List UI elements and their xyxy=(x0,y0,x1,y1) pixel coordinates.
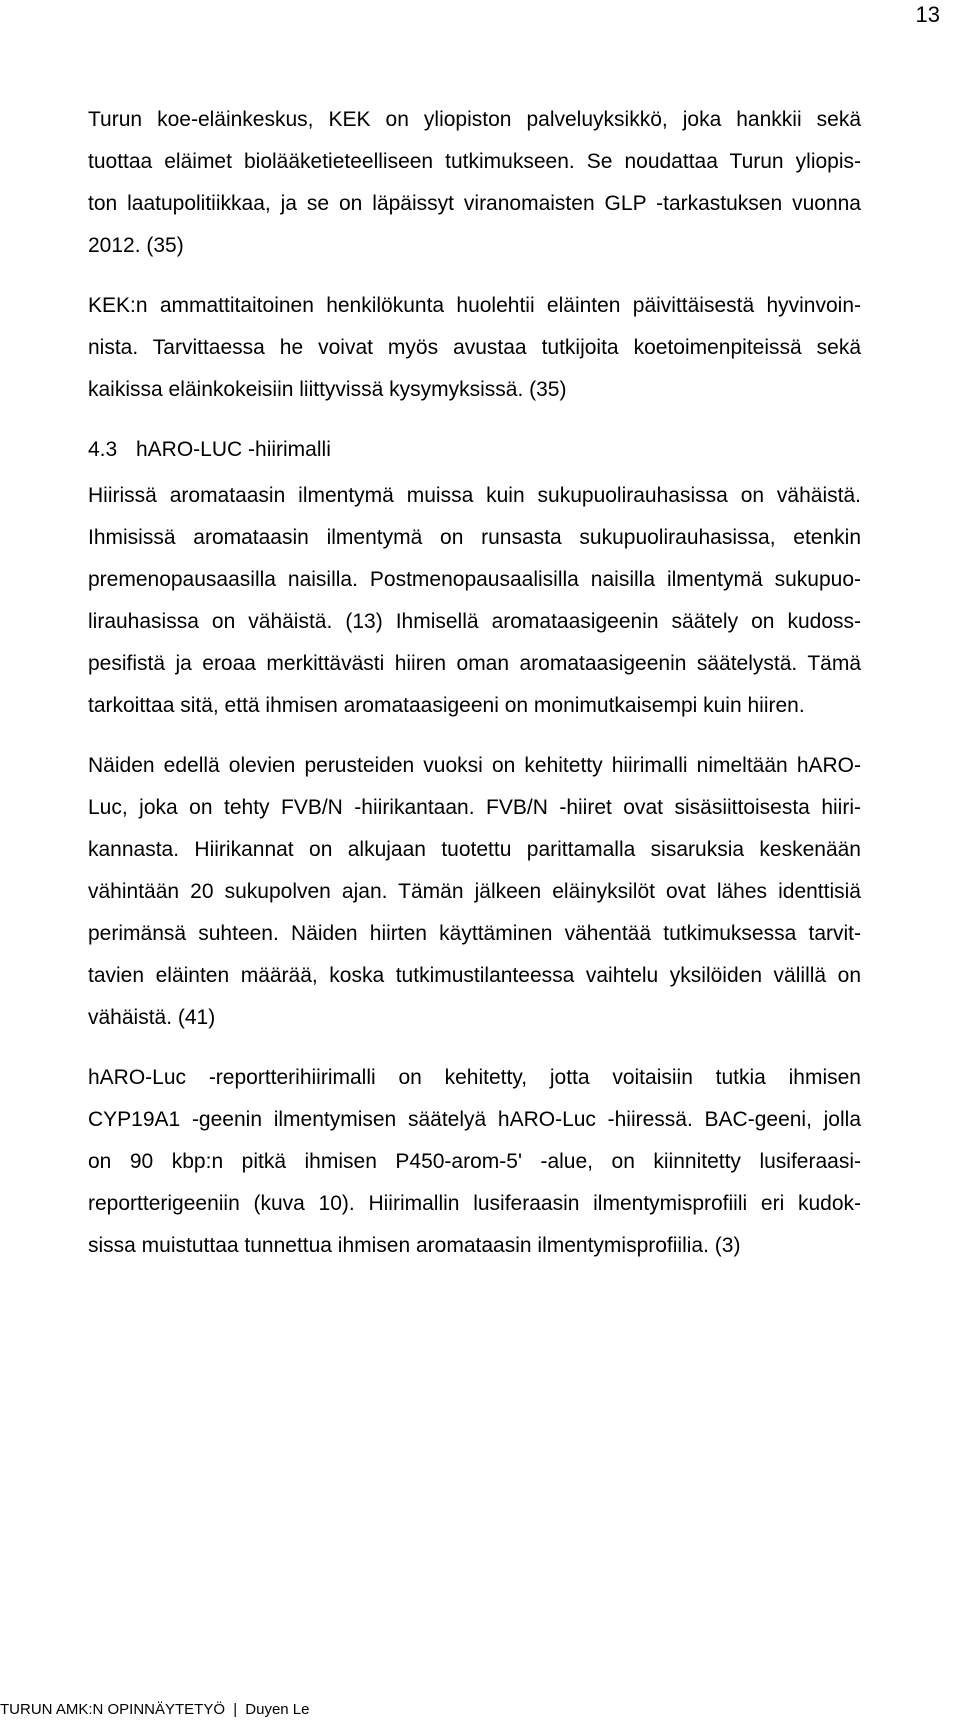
text-line: tarkoittaa sitä, että ihmisen aromataasigeeni on monimutkaisempi kuin hiiren. xyxy=(88,694,805,717)
text-line: KEK:n ammattitaitoinen henkilökunta huolehtii eläinten päivittäisestä hyvinvoin- xyxy=(88,294,861,317)
text-line: tavien eläinten määrää, koska tutkimustilanteessa vaihtelu yksilöiden välillä on xyxy=(88,964,861,987)
text-line: 2012. (35) xyxy=(88,234,184,257)
text-line: Turun koe-eläinkeskus, KEK on yliopiston palveluyksikkö, joka hankkii sekä xyxy=(88,108,861,131)
page-footer xyxy=(0,1701,310,1719)
text-line: Luc, joka on tehty FVB/N -hiirikantaan. FVB/N -hiiret ovat sisäsiittoisesta hiiri- xyxy=(88,796,861,819)
text-line: Hiirissä aromataasin ilmentymä muissa kuin sukupuolirauhasissa on vähäistä. xyxy=(88,484,861,507)
text-line: hARO-Luc -reportterihiirimalli on kehitetty, jotta voitaisiin tutkia ihmisen xyxy=(88,1066,861,1089)
text-line: pesifistä ja eroaa merkittävästi hiiren oman aromataasigeenin säätelystä. Tämä xyxy=(88,652,861,675)
section-heading xyxy=(88,429,861,471)
text-line: vähintään 20 sukupolven ajan. Tämän jälkeen eläinyksilöt ovat lähes identtisiä xyxy=(88,880,861,903)
text-line: reportterigeeniin (kuva 10). Hiirimallin lusiferaasin ilmentymisprofiili eri kudok- xyxy=(88,1192,861,1215)
text-line: kaikissa eläinkokeisiin liittyvissä kysymyksissä. (35) xyxy=(88,378,567,401)
paragraph-2 xyxy=(88,285,861,411)
paragraph-1 xyxy=(88,99,861,267)
text-line: Näiden edellä olevien perusteiden vuoksi on kehitetty hiirimalli nimeltään hARO- xyxy=(88,754,861,777)
text-line: premenopausaasilla naisilla. Postmenopausaalisilla naisilla ilmentymä sukupuo- xyxy=(88,568,861,591)
footer-separator: | xyxy=(233,1701,238,1718)
document-body xyxy=(88,99,861,1285)
page-number: 13 xyxy=(915,2,940,27)
text-line: vähäistä. (41) xyxy=(88,1006,216,1029)
text-line: tuottaa eläimet biolääketieteelliseen tutkimukseen. Se noudattaa Turun yliopis- xyxy=(88,150,861,173)
paragraph-3 xyxy=(88,475,861,727)
text-line: Ihmisissä aromataasin ilmentymä on runsasta sukupuolirauhasissa, etenkin xyxy=(88,526,861,549)
text-line: perimänsä suhteen. Näiden hiirten käyttäminen vähentää tutkimuksessa tarvit- xyxy=(88,922,861,945)
footer-institution: TURUN AMK:N OPINNÄYTETYÖ xyxy=(0,1701,226,1718)
paragraph-4 xyxy=(88,745,861,1039)
footer-author: Duyen Le xyxy=(245,1701,310,1718)
text-line: ton laatupolitiikkaa, ja se on läpäissyt viranomaisten GLP -tarkastuksen vuonna xyxy=(88,192,861,215)
text-line: kannasta. Hiirikannat on alkujaan tuotettu parittamalla sisaruksia keskenään xyxy=(88,838,861,861)
text-line: CYP19A1 -geenin ilmentymisen säätelyä hARO-Luc -hiiressä. BAC-geeni, jolla xyxy=(88,1108,861,1131)
paragraph-5 xyxy=(88,1057,861,1267)
section-title: hARO-LUC -hiirimalli xyxy=(136,438,331,461)
text-line: nista. Tarvittaessa he voivat myös avustaa tutkijoita koetoimenpiteissä sekä xyxy=(88,336,861,359)
text-line: sissa muistuttaa tunnettua ihmisen aromataasin ilmentymisprofiilia. (3) xyxy=(88,1234,741,1257)
text-line: lirauhasissa on vähäistä. (13) Ihmisellä aromataasigeenin säätely on kudoss- xyxy=(88,610,861,633)
text-line: on 90 kbp:n pitkä ihmisen P450-arom-5' -alue, on kiinnitetty lusiferaasi- xyxy=(88,1150,861,1173)
section-number: 4.3 xyxy=(88,438,118,461)
